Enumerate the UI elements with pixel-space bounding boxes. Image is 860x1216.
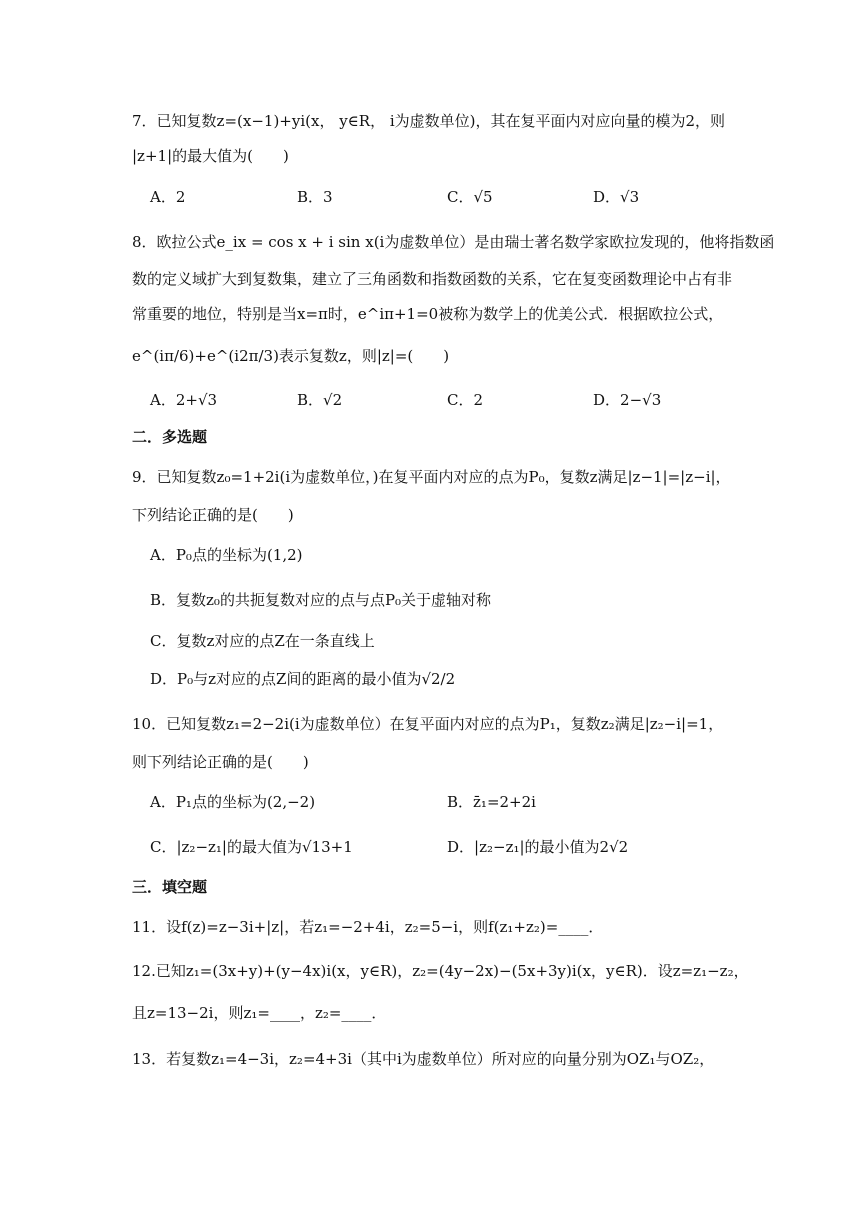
- q8-option-b: B．√2: [297, 391, 343, 409]
- q8-option-c: C．2: [447, 391, 484, 409]
- q8-option-d: D．2−√3: [593, 391, 662, 409]
- q9-line-2: 下列结论正确的是( ): [132, 506, 294, 524]
- q8-line-4: e^(iπ/6)+e^(i2π/3)表示复数z，则|z|=( ): [132, 347, 450, 365]
- q8-option-a: A．2+√3: [150, 391, 218, 409]
- q10-option-c: C．|z₂−z₁|的最大值为√13+1: [150, 838, 353, 856]
- q10-option-b: B．z̄₁=2+2i: [447, 793, 536, 811]
- q7-line-2: |z+1|的最大值为( ): [132, 147, 289, 165]
- q7-option-d: D．√3: [593, 188, 640, 206]
- q10-line-1: 10．已知复数z₁=2−2i(i为虚数单位）在复平面内对应的点为P₁，复数z₂满足|z₂−i|=1，: [132, 715, 724, 733]
- q9-option-b: B．复数z₀的共扼复数对应的点与点P₀关于虚轴对称: [150, 591, 492, 609]
- q11-line-1: 11．设f(z)=z−3i+|z|，若z₁=−2+4i，z₂=5−i，则f(z₁+z₂)=____．: [132, 918, 604, 936]
- q12-line-1: 12.已知z₁=(3x+y)+(y−4x)i(x，y∈R)，z₂=(4y−2x)−(5x+3y)i(x，y∈R)．设z=z₁−z₂，: [132, 962, 749, 980]
- q7-line-1: 7．已知复数z=(x−1)+yi(x， y∈R， i为虚数单位)，其在复平面内对应向量的模为2，则: [132, 112, 726, 130]
- q9-option-c: C．复数z对应的点Z在一条直线上: [150, 632, 375, 650]
- q7-option-b: B．3: [297, 188, 333, 206]
- q8-line-1: 8．欧拉公式e_ix = cos x + i sin x(i为虚数单位）是由瑞士著名数学家欧拉发现的，他将指数函: [132, 233, 775, 251]
- q8-line-2: 数的定义域扩大到复数集，建立了三角函数和指数函数的关系，它在复变函数理论中占有非: [132, 270, 733, 288]
- q10-option-d: D．|z₂−z₁|的最小值为2√2: [447, 838, 629, 856]
- q7-option-a: A．2: [150, 188, 186, 206]
- q9-option-a: A．P₀点的坐标为(1,2): [150, 546, 303, 564]
- q8-line-3: 常重要的地位，特别是当x=π时，e^iπ+1=0被称为数学上的优美公式．根据欧拉公式，: [132, 305, 724, 323]
- q10-line-2: 则下列结论正确的是( ): [132, 753, 309, 771]
- q7-option-c: C．√5: [447, 188, 493, 206]
- q9-line-1: 9．已知复数z₀=1+2i(i为虚数单位，)在复平面内对应的点为P₀，复数z满足|z−1|=|z−i|，: [132, 468, 731, 486]
- q10-option-a: A．P₁点的坐标为(2,−2): [150, 793, 316, 811]
- q13-line-1: 13．若复数z₁=4−3i，z₂=4+3i（其中i为虚数单位）所对应的向量分别为OZ₁与OZ₂，: [132, 1050, 715, 1068]
- section-heading-multiple-choice: 二．多选题: [132, 428, 208, 446]
- q9-option-d: D．P₀与z对应的点Z间的距离的最小值为√2/2: [150, 670, 456, 688]
- q12-line-2: 且z=13−2i，则z₁=____，z₂=____．: [132, 1004, 387, 1022]
- section-heading-fill-in: 三．填空题: [132, 878, 208, 896]
